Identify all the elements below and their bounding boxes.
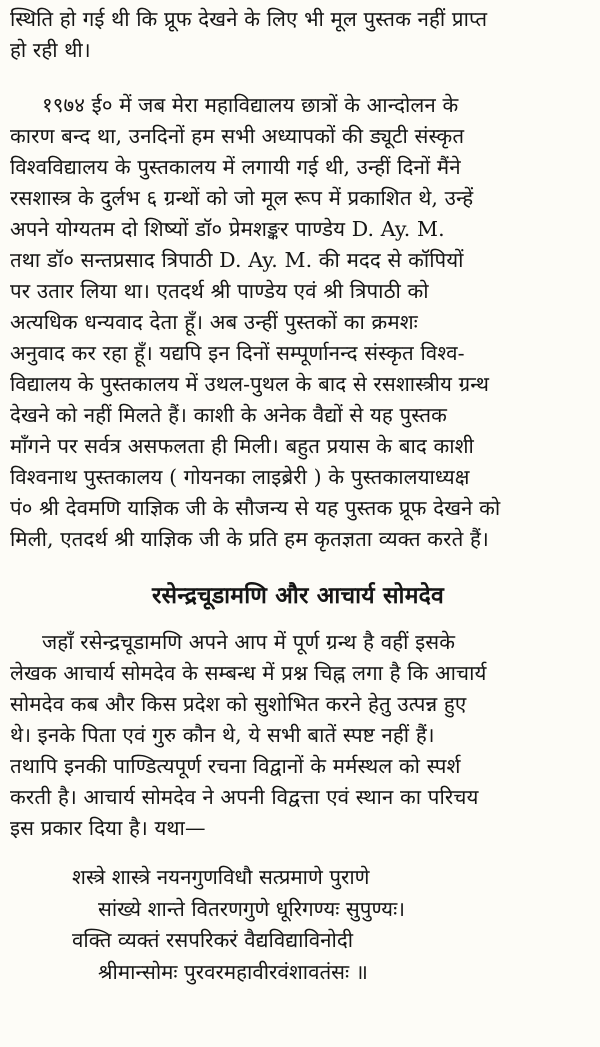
text-line: माँगने पर सर्वत्र असफलता ही मिली। बहुत प्रयास के बाद काशी: [10, 434, 474, 458]
text-line: अनुवाद कर रहा हूँ। यद्यपि इन दिनों सम्पूर्णानन्द संस्कृत विश्व-: [10, 341, 465, 365]
text-line: मिली, एतदर्थ श्री याज्ञिक जी के प्रति हम कृतज्ञता व्यक्त करते हैं।: [10, 527, 489, 551]
text-line: हो रही थी।: [10, 38, 91, 62]
text-line: करती है। आचार्य सोमदेव ने अपनी विद्वत्ता एवं स्थान का परिचय: [10, 785, 479, 809]
verse-line: वक्ति व्यक्तं रसपरिकरं वैद्यविद्याविनोदी: [72, 928, 354, 952]
text-line: तथापि इनकी पाण्डित्यपूर्ण रचना विद्वानों के मर्मस्थल को स्पर्श: [10, 754, 461, 778]
text-line: अत्यधिक धन्यवाद देता हूँ। अब उन्हीं पुस्तकों का क्रमशः: [10, 310, 418, 334]
text-line: विश्वविद्यालय के पुस्तकालय में लगायी गई थी, उन्हीं दिनों मैंने: [10, 155, 461, 179]
text-line: लेखक आचार्य सोमदेव के सम्बन्ध में प्रश्न चिह्न लगा है कि आचार्य: [10, 661, 487, 685]
text-line: इस प्रकार दिया है। यथा—: [10, 816, 206, 840]
text-line: तथा डॉ० सन्तप्रसाद त्रिपाठी D. Ay. M. की मदद से कॉपियों: [10, 248, 464, 272]
verse-line: श्रीमान्सोमः पुरवरमहावीरवंशावतंसः ॥: [98, 959, 368, 984]
text-line: पर उतार लिया था। एतदर्थ श्री पाण्डेय एवं श्री त्रिपाठी को: [10, 279, 429, 303]
text-line: सोमदेव कब और किस प्रदेश को सुशोभित करने हेतु उत्पन्न हुए: [10, 692, 467, 716]
paragraph-acknowledgement: [10, 90, 586, 555]
text-line: थे। इनके पिता एवं गुरु कौन थे, ये सभी बातें स्पष्ट नहीं हैं।: [10, 723, 435, 747]
section-heading: रसेन्द्रचूडामणि और आचार्य सोमदेव: [151, 582, 445, 609]
text-line: पं० श्री देवमणि याज्ञिक जी के सौजन्य से यह पुस्तक प्रूफ देखने को: [10, 496, 501, 520]
text-line: विश्वनाथ पुस्तकालय ( गोयनका लाइब्रेरी ) के पुस्तकालयाध्यक्ष: [10, 465, 470, 489]
verse-line: शस्त्रे शास्त्रे नयनगुणविधौ सत्प्रमाणे पुराणे: [72, 865, 370, 889]
text-line: १९७४ ई० में जब मेरा महाविद्यालय छात्रों के आन्दोलन के: [42, 93, 459, 117]
sanskrit-verse: [10, 862, 586, 988]
text-line: देखने को नहीं मिलते हैं। काशी के अनेक वैद्यों से यह पुस्तक: [10, 403, 447, 427]
paragraph-author: [10, 627, 586, 844]
text-line: विद्यालय के पुस्तकालय में उथल-पुथल के बाद से रसशास्त्रीय ग्रन्थ: [10, 372, 490, 396]
paragraph-intro: [10, 4, 586, 66]
text-line: अपने योग्यतम दो शिष्यों डॉ० प्रेमशङ्कर पाण्डेय D. Ay. M.: [10, 217, 445, 241]
text-line: कारण बन्द था, उनदिनों हम सभी अध्यापकों की ड्यूटी संस्कृत: [10, 124, 465, 148]
text-line: स्थिति हो गई थी कि प्रूफ देखने के लिए भी मूल पुस्तक नहीं प्राप्त: [10, 7, 488, 31]
verse-line: सांख्ये शान्ते वितरणगुणे धूरिगण्यः सुपुण्यः।: [98, 896, 405, 921]
text-line: रसशास्त्र के दुर्लभ ६ ग्रन्थों को जो मूल रूप में प्रकाशित थे, उन्हें: [10, 186, 474, 210]
text-line: जहाँ रसेन्द्रचूडामणि अपने आप में पूर्ण ग्रन्थ है वहीं इसके: [42, 630, 456, 654]
